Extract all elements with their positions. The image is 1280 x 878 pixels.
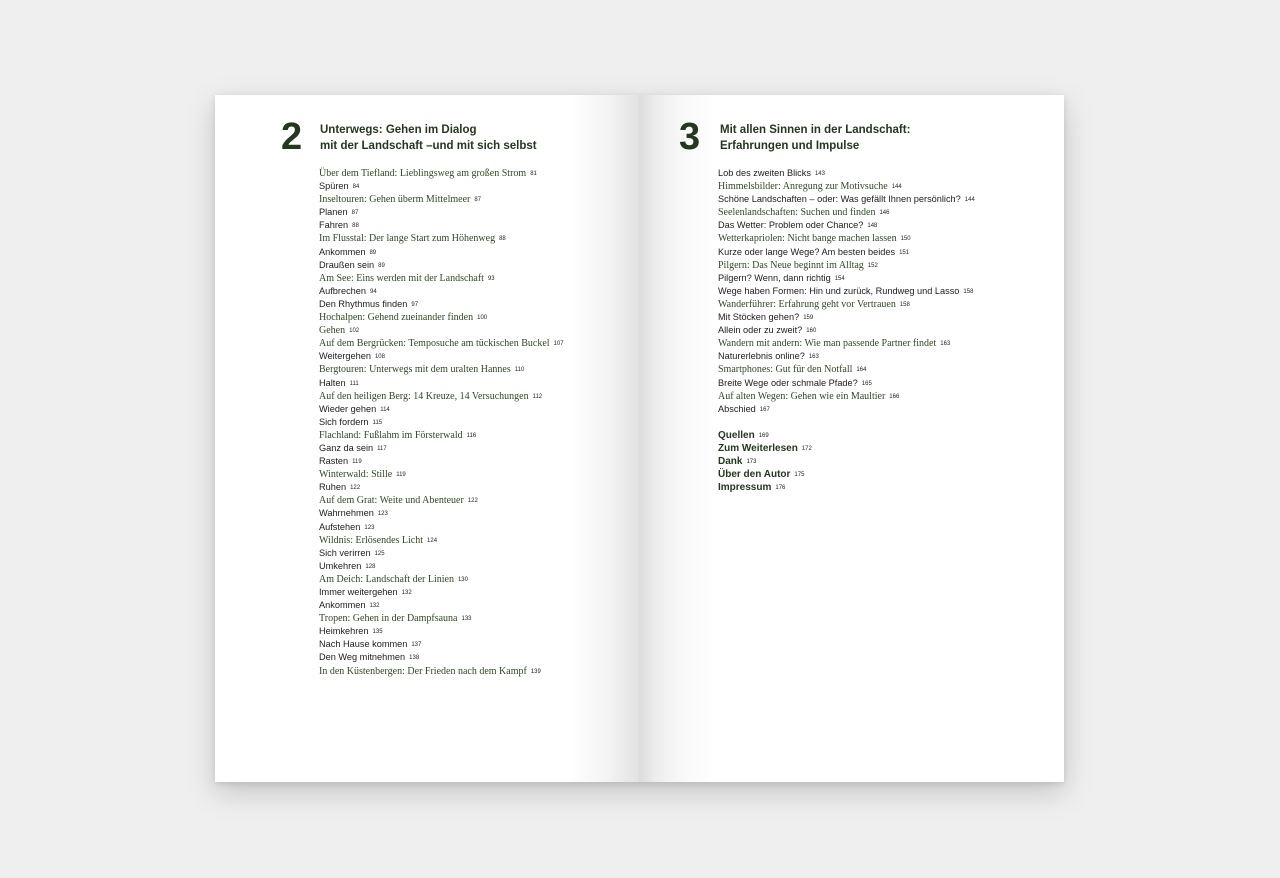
chapter-number: 2	[281, 116, 303, 158]
entry-title: Mit Stöcken gehen?	[718, 312, 800, 323]
entry-page-number: 144	[891, 184, 902, 191]
left-page	[215, 95, 639, 782]
toc-entry	[319, 453, 564, 466]
entry-title: Wanderführer: Erfahrung geht vor Vertrauen	[718, 298, 896, 310]
entry-page-number: 167	[759, 406, 770, 413]
entry-title: Über den Autor	[718, 469, 791, 480]
toc-entry	[718, 309, 975, 322]
entry-page-number: 165	[861, 380, 872, 387]
entry-page-number: 89	[378, 262, 385, 269]
entry-title: Rasten	[319, 456, 349, 467]
toc-entry	[718, 270, 975, 283]
entry-page-number: 148	[867, 223, 878, 230]
entry-page-number: 88	[352, 223, 359, 230]
entry-title: Gehen	[319, 325, 346, 337]
toc-entry	[319, 375, 564, 388]
entry-title: Den Rhythmus finden	[319, 298, 408, 309]
toc-entry	[319, 178, 564, 191]
toc-entry	[718, 283, 975, 296]
entry-page-number: 137	[411, 642, 422, 649]
entry-page-number: 122	[350, 485, 361, 492]
entry-title: Aufstehen	[319, 521, 361, 532]
entry-page-number: 117	[377, 445, 387, 452]
entry-page-number: 87	[351, 210, 359, 217]
entry-page-number: 110	[514, 367, 525, 374]
toc-entry	[718, 178, 975, 191]
toc-entry	[718, 244, 975, 257]
entry-page-number: 87	[474, 197, 482, 204]
entry-page-number: 139	[530, 668, 541, 675]
entry-page-number: 114	[380, 406, 390, 413]
entry-page-number: 146	[879, 210, 890, 217]
entry-title: Am Deich: Landschaft der Linien	[319, 573, 454, 585]
entry-title: Auf alten Wegen: Gehen wie ein Maultier	[718, 390, 886, 402]
toc-entry	[319, 571, 564, 584]
entry-title: Aufbrechen	[319, 285, 366, 296]
entry-page-number: 133	[461, 616, 472, 623]
entry-title: Ankommen	[319, 246, 366, 257]
toc-entry	[319, 204, 564, 217]
entry-page-number: 123	[364, 524, 375, 531]
entry-title: Auf den heiligen Berg: 14 Kreuze, 14 Versuchungen	[319, 390, 529, 402]
entry-title: Hochalpen: Gehend zueinander finden	[319, 312, 474, 324]
entry-title: Impressum	[718, 482, 772, 493]
toc-entry	[319, 597, 564, 610]
toc-entry	[319, 466, 564, 479]
entry-page-number: 112	[532, 393, 543, 400]
entry-page-number: 119	[396, 472, 406, 479]
entry-page-number: 122	[467, 498, 478, 505]
entry-page-number: 143	[814, 171, 825, 177]
entry-title: Weitergehen	[319, 351, 371, 362]
toc-entry	[718, 401, 975, 414]
toc-entry	[718, 217, 975, 230]
toc-entry	[319, 610, 564, 623]
toc-entry	[718, 296, 975, 309]
toc-entry	[718, 361, 975, 374]
entry-title: Das Wetter: Problem oder Chance?	[718, 220, 864, 231]
toc-entry	[319, 322, 564, 335]
entry-page-number: 159	[803, 315, 814, 322]
entry-page-number: 164	[856, 367, 867, 374]
toc-entry	[319, 505, 564, 518]
entry-page-number: 94	[370, 288, 377, 295]
toc-entry	[718, 204, 975, 217]
entry-page-number: 116	[466, 432, 477, 439]
back-matter-entry	[718, 440, 812, 453]
table-of-contents	[718, 165, 975, 414]
entry-title: Flachland: Fußlahm im Försterwald	[319, 429, 463, 441]
entry-title: Winterwald: Stille	[319, 469, 393, 481]
entry-title: Wege haben Formen: Hin und zurück, Rundweg und Lasso	[718, 285, 960, 296]
toc-entry	[319, 532, 564, 545]
entry-page-number: 115	[372, 419, 383, 426]
entry-page-number: 169	[758, 433, 769, 439]
toc-entry	[319, 296, 564, 309]
entry-title: Über dem Tiefland: Lieblingsweg am großen Strom	[319, 168, 527, 179]
entry-title: Wetterkapriolen: Nicht bange machen lassen	[718, 233, 897, 245]
entry-page-number: 102	[349, 328, 360, 335]
table-of-contents	[319, 165, 564, 676]
entry-title: Kurze oder lange Wege? Am besten beides	[718, 246, 896, 257]
entry-title: Draußen sein	[319, 259, 375, 270]
right-page	[639, 95, 1064, 782]
toc-entry	[319, 427, 564, 440]
back-matter-entry	[718, 479, 812, 492]
toc-entry	[718, 375, 975, 388]
entry-title: Dank	[718, 456, 743, 467]
toc-entry	[319, 663, 564, 676]
toc-entry	[319, 257, 564, 270]
entry-title: Lob des zweiten Blicks	[718, 168, 811, 178]
chapter-title-line: mit der Landschaft –und mit sich selbst	[320, 139, 537, 152]
toc-entry	[718, 230, 975, 243]
entry-title: Wieder gehen	[319, 403, 377, 414]
entry-title: Auf dem Bergrücken: Temposuche am tückischen Buckel	[319, 338, 550, 350]
entry-page-number: 154	[834, 275, 845, 282]
entry-page-number: 173	[746, 459, 757, 465]
entry-title: Spüren	[319, 181, 349, 192]
entry-page-number: 135	[372, 629, 383, 636]
entry-title: Quellen	[718, 430, 755, 441]
entry-title: Planen	[319, 207, 348, 218]
toc-entry	[319, 414, 564, 427]
toc-entry	[319, 335, 564, 348]
entry-page-number: 138	[409, 655, 420, 662]
toc-entry	[319, 348, 564, 361]
toc-entry	[319, 361, 564, 374]
chapter-number: 3	[679, 116, 701, 158]
chapter-title-line: Erfahrungen und Impulse	[720, 139, 860, 152]
toc-entry	[319, 623, 564, 636]
entry-page-number: 176	[775, 485, 786, 491]
entry-title: Ruhen	[319, 482, 347, 493]
toc-entry	[319, 388, 564, 401]
entry-title: Im Flusstal: Der lange Start zum Höhenweg	[319, 233, 496, 245]
entry-page-number: 107	[553, 341, 564, 348]
entry-page-number: 97	[411, 301, 419, 308]
entry-title: Wandern mit andern: Wie man passende Partner findet	[718, 338, 937, 350]
toc-entry	[319, 545, 564, 558]
entry-title: Himmelsbilder: Anregung zur Motivsuche	[718, 181, 888, 193]
toc-entry	[718, 257, 975, 270]
toc-entry	[718, 322, 975, 335]
entry-page-number: 128	[365, 563, 376, 570]
entry-page-number: 100	[477, 315, 488, 322]
toc-entry	[319, 636, 564, 649]
entry-page-number: 166	[889, 393, 900, 400]
entry-page-number: 130	[457, 576, 468, 583]
entry-page-number: 151	[899, 249, 910, 256]
entry-title: Sich verirren	[319, 547, 371, 558]
entry-title: Breite Wege oder schmale Pfade?	[718, 377, 858, 388]
entry-title: Ganz da sein	[319, 442, 374, 453]
toc-entry	[718, 335, 975, 348]
entry-title: Allein oder zu zweit?	[718, 325, 803, 336]
entry-page-number: 163	[808, 354, 819, 361]
toc-entry	[319, 217, 564, 230]
entry-title: Nach Hause kommen	[319, 639, 408, 650]
entry-title: Am See: Eins werden mit der Landschaft	[319, 272, 484, 284]
entry-title: Pilgern: Das Neue beginnt im Alltag	[718, 259, 864, 271]
entry-title: Schöne Landschaften – oder: Was gefällt Ihnen persönlich?	[718, 194, 961, 205]
entry-title: Wahrnehmen	[319, 508, 374, 519]
entry-title: Halten	[319, 377, 346, 388]
toc-entry	[319, 492, 564, 505]
entry-page-number: 152	[867, 262, 878, 269]
entry-page-number: 123	[377, 511, 388, 518]
entry-title: Inseltouren: Gehen überm Mittelmeer	[319, 194, 471, 206]
entry-page-number: 150	[900, 236, 911, 243]
entry-title: Seelenlandschaften: Suchen und finden	[718, 207, 876, 219]
entry-page-number: 88	[499, 236, 506, 243]
entry-title: Fahren	[319, 220, 349, 231]
entry-title: Immer weitergehen	[319, 587, 398, 597]
entry-title: Umkehren	[319, 560, 362, 571]
toc-entry	[718, 388, 975, 401]
entry-page-number: 124	[427, 537, 438, 544]
toc-entry	[319, 283, 564, 296]
toc-entry	[319, 440, 564, 453]
entry-page-number: 175	[794, 472, 805, 478]
toc-entry	[319, 230, 564, 243]
back-matter-entry	[718, 466, 812, 479]
chapter-title	[720, 123, 910, 154]
entry-page-number: 111	[349, 380, 359, 387]
toc-entry	[319, 519, 564, 532]
entry-page-number: 172	[801, 446, 812, 452]
chapter-title-line: Unterwegs: Gehen im Dialog	[320, 124, 477, 136]
entry-title: Pilgern? Wenn, dann richtig	[718, 272, 831, 283]
toc-entry	[319, 649, 564, 662]
chapter-title	[320, 123, 537, 154]
entry-page-number: 125	[374, 550, 385, 557]
entry-title: Smartphones: Gut für den Notfall	[718, 364, 853, 376]
entry-title: Naturerlebnis online?	[718, 351, 805, 362]
entry-page-number: 144	[964, 197, 975, 204]
entry-page-number: 132	[401, 590, 412, 596]
toc-entry	[319, 244, 564, 257]
entry-page-number: 108	[374, 354, 385, 361]
entry-title: Zum Weiterlesen	[718, 443, 798, 454]
back-matter-list	[718, 427, 812, 492]
entry-title: Ankommen	[319, 600, 366, 611]
toc-entry	[319, 191, 564, 204]
entry-title: Auf dem Grat: Weite und Abenteuer	[319, 495, 464, 507]
entry-page-number: 158	[899, 301, 910, 308]
entry-title: Bergtouren: Unterwegs mit dem uralten Hannes	[319, 364, 511, 376]
toc-entry	[718, 191, 975, 204]
entry-page-number: 84	[352, 184, 360, 191]
book-spread	[215, 95, 1064, 782]
toc-entry	[319, 479, 564, 492]
entry-title: Heimkehren	[319, 626, 369, 637]
entry-title: Abschied	[718, 403, 756, 414]
entry-page-number: 163	[940, 341, 951, 348]
toc-entry	[319, 165, 564, 178]
toc-entry	[319, 584, 564, 597]
entry-page-number: 158	[963, 288, 974, 295]
toc-entry	[718, 348, 975, 361]
entry-page-number: 132	[369, 603, 380, 610]
chapter-title-line: Mit allen Sinnen in der Landschaft:	[720, 124, 911, 136]
toc-entry	[319, 270, 564, 283]
entry-title: In den Küstenbergen: Der Frieden nach dem Kampf	[319, 665, 527, 677]
entry-title: Tropen: Gehen in der Dampfsauna	[319, 613, 458, 625]
entry-page-number: 160	[806, 328, 817, 335]
entry-page-number: 119	[352, 459, 362, 466]
entry-title: Sich fordern	[319, 416, 369, 427]
entry-page-number: 81	[530, 171, 537, 177]
toc-entry	[319, 558, 564, 571]
toc-entry	[319, 401, 564, 414]
entry-title: Den Weg mitnehmen	[319, 652, 406, 663]
entry-page-number: 89	[369, 249, 377, 256]
entry-title: Wildnis: Erlösendes Licht	[319, 534, 424, 546]
toc-entry	[718, 165, 975, 178]
back-matter-entry	[718, 453, 812, 466]
back-matter-entry	[718, 427, 812, 440]
toc-entry	[319, 309, 564, 322]
entry-page-number: 93	[487, 275, 495, 282]
